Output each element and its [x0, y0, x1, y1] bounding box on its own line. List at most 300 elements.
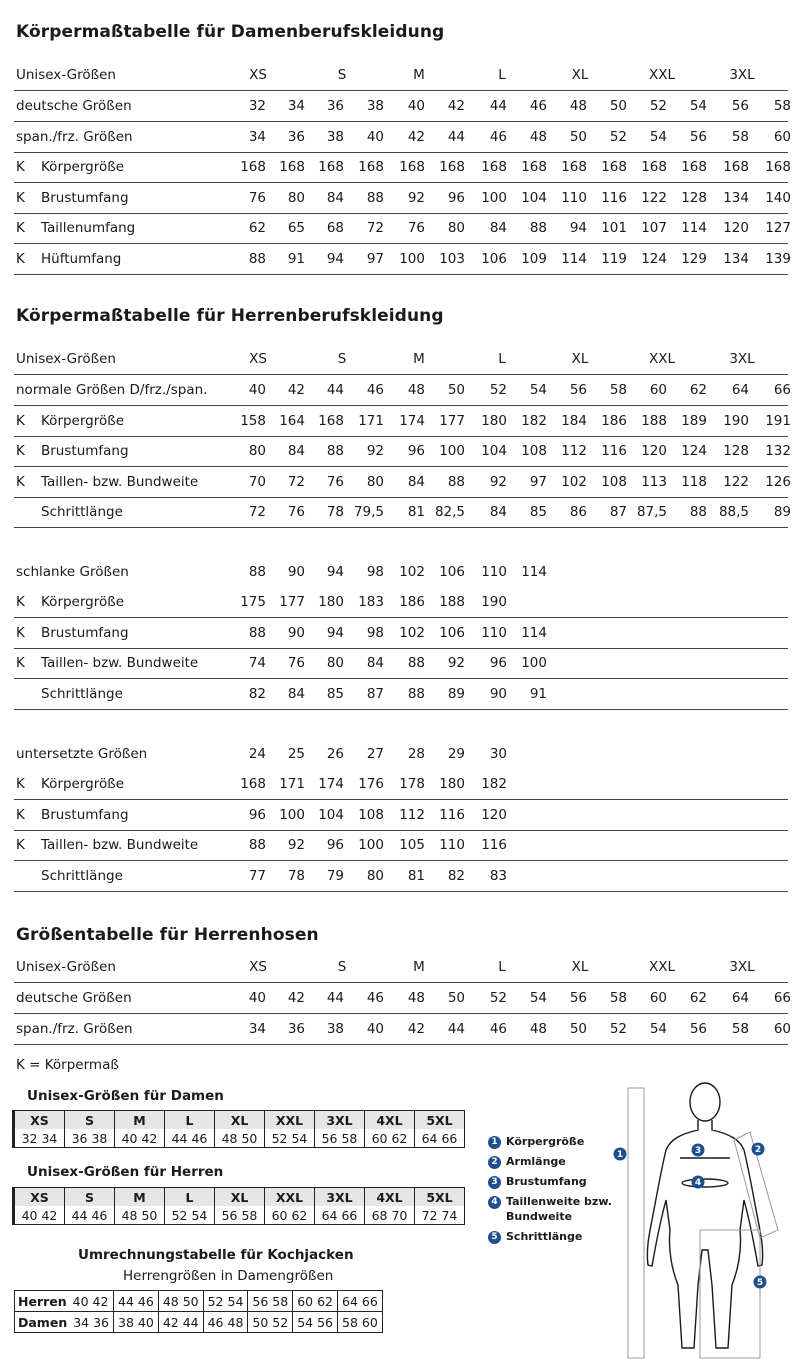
size-label: XL	[571, 67, 589, 83]
figure-body-outline	[647, 1120, 762, 1348]
table-cell: 56 58	[248, 1291, 293, 1312]
table-cell: 66	[773, 990, 791, 1006]
table-cell: 158	[240, 412, 266, 429]
table-cell: 178	[399, 776, 425, 793]
table-cell: 88	[248, 837, 266, 854]
table-cell: 94	[326, 624, 344, 641]
row-label: normale Größen D/frz./span.	[16, 382, 208, 398]
table-cell: 120	[641, 443, 667, 459]
table-cell: 46	[489, 1020, 507, 1037]
table-cell: 26	[326, 746, 344, 762]
table-cell: 56	[731, 98, 749, 114]
table-row	[14, 497, 791, 528]
size-label: XL	[571, 351, 589, 367]
table-cell: 108	[601, 473, 627, 490]
legend-item	[488, 1155, 566, 1169]
legend-item	[506, 1210, 572, 1223]
size-cell: 3XL	[315, 1188, 365, 1207]
body-measure-marker: K	[16, 806, 25, 823]
value-cell: 68 70	[365, 1206, 415, 1225]
table-cell: 100	[481, 189, 507, 206]
table-cell: 116	[439, 806, 465, 823]
table-row	[14, 467, 791, 498]
table-cell: 190	[723, 412, 749, 429]
table-cell: 60 62	[293, 1291, 338, 1312]
table-cell: 127	[765, 220, 791, 236]
table-cell: 177	[439, 412, 465, 429]
table-cell: 42 44	[158, 1312, 203, 1333]
table-cell: 183	[358, 594, 384, 611]
value-row	[14, 1206, 465, 1225]
size-cell: S	[65, 1111, 115, 1130]
table-cell: 64	[731, 990, 749, 1006]
value-cell: 56 58	[315, 1129, 365, 1148]
table-cell: 54	[529, 990, 547, 1006]
table-cell: 88,5	[718, 504, 749, 520]
size-header-row	[14, 60, 788, 91]
table-row	[14, 406, 791, 437]
conversion-row	[15, 1312, 383, 1333]
table-cell: 88	[407, 685, 425, 702]
table-cell: 36	[287, 128, 305, 145]
table-cell: 40	[248, 990, 266, 1006]
value-cell: 60 62	[265, 1206, 315, 1225]
table-cell: 96	[248, 806, 266, 823]
table-row	[14, 618, 788, 649]
table-cell: 168	[318, 159, 344, 175]
table-cell: 50	[609, 98, 627, 114]
size-cell: 5XL	[415, 1111, 465, 1130]
table-cell: 120	[723, 220, 749, 236]
table-cell: 60	[773, 1020, 791, 1037]
table-cell: 79,5	[353, 504, 384, 520]
legend-text: Schrittlänge	[506, 1230, 583, 1243]
table-cell: 90	[287, 624, 305, 641]
size-label: XL	[571, 959, 589, 975]
table-cell: 84	[407, 473, 425, 490]
row-label: Hüftumfang	[41, 250, 122, 267]
marker-1-label: 1	[616, 1150, 624, 1160]
table-cell: 76	[248, 189, 266, 206]
size-cell: XXL	[265, 1111, 315, 1130]
table-row	[14, 830, 788, 861]
table-cell: 101	[601, 220, 627, 236]
table-cell: 52 54	[203, 1291, 248, 1312]
table-cell: 30	[489, 746, 507, 762]
size-cell: XL	[215, 1111, 265, 1130]
table-cell: 168	[279, 159, 305, 175]
table-cell: 40	[366, 128, 384, 145]
table-cell: 44	[447, 128, 465, 145]
table-cell: 89	[447, 685, 465, 702]
size-label: M	[413, 351, 425, 367]
table-cell: 184	[561, 412, 587, 429]
table-cell: 54	[649, 1020, 667, 1037]
table-cell: 42	[407, 128, 425, 145]
table-cell: 87,5	[636, 504, 667, 520]
table-cell: 92	[287, 837, 305, 854]
size-cell: S	[65, 1188, 115, 1207]
table-cell: 54	[649, 128, 667, 145]
size-label: 3XL	[729, 351, 755, 367]
legend-number: 3	[488, 1176, 501, 1189]
table-cell: 38	[326, 128, 344, 145]
table-cell: 84	[489, 504, 507, 520]
table-cell: 76	[407, 220, 425, 236]
table-cell: 168	[318, 412, 344, 429]
table-row	[14, 183, 791, 214]
table-cell: 58	[609, 382, 627, 398]
table-cell: 164	[279, 412, 305, 429]
section-title: Größentabelle für Herrenhosen	[16, 925, 319, 945]
table-cell: 56	[569, 382, 587, 398]
table-cell: 42	[447, 98, 465, 114]
table-cell: 58	[731, 1020, 749, 1037]
table-cell: 87	[609, 504, 627, 520]
table-cell: 46	[366, 990, 384, 1006]
table-cell: 186	[601, 412, 627, 429]
legend-number: 1	[488, 1136, 501, 1149]
table-cell: 113	[641, 473, 667, 490]
table-cell: 44	[447, 1020, 465, 1037]
table-cell: 50 52	[248, 1312, 293, 1333]
value-cell: 44 46	[165, 1129, 215, 1148]
table-cell: 114	[521, 564, 547, 580]
size-label: L	[498, 67, 506, 83]
value-cell: 44 46	[65, 1206, 115, 1225]
size-label: XXL	[648, 351, 676, 367]
table-cell: 92	[489, 473, 507, 490]
table-cell: 96	[489, 655, 507, 672]
table-cell: 174	[399, 412, 425, 429]
table-cell: 104	[521, 189, 547, 206]
size-cell: 4XL	[365, 1188, 415, 1207]
table-cell: 34	[287, 98, 305, 114]
table-cell: 81	[407, 504, 425, 520]
size-header-label: Unisex-Größen	[16, 351, 116, 367]
table-row	[14, 861, 788, 892]
table-cell: 96	[407, 443, 425, 459]
table-cell: 88	[248, 564, 266, 580]
table-row	[14, 983, 791, 1014]
table-cell: 48	[529, 128, 547, 145]
row-label: schlanke Größen	[16, 564, 129, 580]
legend-text: Brustumfang	[506, 1175, 587, 1188]
size-label: M	[413, 959, 425, 975]
table-cell: 80	[248, 443, 266, 459]
row-label: deutsche Größen	[16, 98, 132, 114]
table-cell: 88	[366, 189, 384, 206]
legend-number: 2	[488, 1156, 501, 1169]
table-cell: 98	[366, 624, 384, 641]
size-label: L	[498, 959, 506, 975]
row-label: Schrittlänge	[41, 504, 123, 520]
table-cell: 84	[326, 189, 344, 206]
table-cell: 174	[318, 776, 344, 793]
size-label: S	[337, 959, 347, 975]
size-cell: M	[115, 1188, 165, 1207]
table-cell: 34	[248, 128, 266, 145]
marker-5-label: 5	[756, 1278, 764, 1288]
body-measure-marker: K	[16, 412, 25, 429]
table-cell: 46	[366, 382, 384, 398]
table-cell: 100	[399, 250, 425, 267]
table-cell: 84	[489, 220, 507, 236]
table-cell: 88	[689, 504, 707, 520]
table-cell: 189	[681, 412, 707, 429]
body-measure-marker: K	[16, 655, 25, 672]
value-row	[14, 1129, 465, 1148]
table-cell: 128	[723, 443, 749, 459]
row-label: Brustumfang	[41, 624, 129, 641]
table-cell: 177	[279, 594, 305, 611]
legend-number: 4	[488, 1196, 501, 1209]
table-cell: 128	[681, 189, 707, 206]
table-cell: 190	[481, 594, 507, 611]
table-cell: 56	[569, 990, 587, 1006]
figure-waist	[682, 1179, 728, 1187]
table-cell: 110	[481, 624, 507, 641]
table-cell: 88	[248, 624, 266, 641]
table-row	[14, 375, 791, 406]
row-label: Körpergröße	[41, 776, 125, 793]
marker-3-label: 3	[694, 1146, 702, 1156]
table-cell: 56	[689, 128, 707, 145]
value-cell: 40 42	[14, 1206, 65, 1225]
table-cell: 58	[773, 98, 791, 114]
value-cell: 48 50	[115, 1206, 165, 1225]
size-label: XS	[249, 67, 267, 83]
table-cell: 36	[326, 98, 344, 114]
table-cell: 64	[731, 382, 749, 398]
table-cell: 168	[358, 159, 384, 175]
table-row	[14, 648, 788, 679]
table-cell: 48	[407, 990, 425, 1006]
table-cell: 116	[601, 189, 627, 206]
row-label: Taillen- bzw. Bundweite	[41, 473, 199, 490]
table-cell: 44	[326, 990, 344, 1006]
value-cell: 60 62	[365, 1129, 415, 1148]
table-cell: 36	[287, 1020, 305, 1037]
legend-number: 5	[488, 1231, 501, 1244]
table-cell: 102	[561, 473, 587, 490]
table-cell: 134	[723, 189, 749, 206]
table-cell: 68	[326, 220, 344, 236]
row-label: Schrittlänge	[41, 867, 123, 884]
table-cell: 62	[689, 990, 707, 1006]
small-table-title: Unisex-Größen für Herren	[27, 1164, 224, 1180]
table-cell: 84	[287, 685, 305, 702]
table-cell: 124	[641, 250, 667, 267]
figure-head	[690, 1083, 720, 1121]
table-cell: 104	[318, 806, 344, 823]
table-cell: 38 40	[114, 1312, 159, 1333]
table-cell: 84	[287, 443, 305, 459]
table-cell: 114	[561, 250, 587, 267]
size-label: 3XL	[729, 959, 755, 975]
row-label: untersetzte Größen	[16, 746, 148, 762]
table-cell: 78	[287, 867, 305, 884]
table-cell: 24	[248, 746, 266, 762]
legend-item	[488, 1175, 587, 1189]
table-cell: 88	[447, 473, 465, 490]
table-cell: 94	[326, 250, 344, 267]
table-cell: 81	[407, 867, 425, 884]
table-cell: 186	[399, 594, 425, 611]
conversion-subtitle: Herrengrößen in Damengrößen	[123, 1268, 334, 1284]
legend-text: Körpergröße	[506, 1135, 585, 1148]
table-cell: 105	[399, 837, 425, 854]
height-guide	[628, 1088, 644, 1358]
legend-text: Armlänge	[506, 1155, 566, 1168]
table-cell: 80	[447, 220, 465, 236]
table-cell: 171	[358, 412, 384, 429]
inseam-guide	[700, 1230, 760, 1358]
conversion-row-label	[15, 1312, 114, 1333]
table-cell: 139	[765, 250, 791, 267]
table-cell: 84	[366, 655, 384, 672]
value-cell: 72 74	[415, 1206, 465, 1225]
table-cell: 107	[641, 220, 667, 236]
table-cell: 168	[481, 159, 507, 175]
table-cell: 100	[279, 806, 305, 823]
table-cell: 46	[489, 128, 507, 145]
size-cell: XS	[14, 1188, 65, 1207]
table-cell: 110	[561, 189, 587, 206]
value-cell: 32 34	[14, 1129, 65, 1148]
table-cell: 50	[569, 1020, 587, 1037]
size-label: M	[413, 67, 425, 83]
table-cell: 86	[569, 504, 587, 520]
table-cell: 126	[765, 473, 791, 490]
table-cell: 56	[689, 1020, 707, 1037]
size-header-row	[14, 952, 788, 983]
table-row	[14, 587, 788, 618]
conversion-table	[14, 1290, 383, 1333]
marker-2-label: 2	[754, 1145, 762, 1155]
table-cell: 91	[529, 685, 547, 702]
table-cell: 58	[609, 990, 627, 1006]
body-measure-marker: K	[16, 159, 25, 175]
table-row	[14, 436, 791, 467]
table-cell: 168	[681, 159, 707, 175]
table-cell: 88	[529, 220, 547, 236]
table-cell: 46 48	[203, 1312, 248, 1333]
table-cell: 114	[681, 220, 707, 236]
conversion-row-label	[15, 1291, 114, 1312]
table-cell: 40 42	[72, 1293, 109, 1309]
size-cell: 5XL	[415, 1188, 465, 1207]
body-measurement-figure	[600, 1080, 800, 1360]
table-cell: 92	[407, 189, 425, 206]
table-cell: 38	[366, 98, 384, 114]
table-cell: 48	[529, 1020, 547, 1037]
table-cell: 100	[521, 655, 547, 672]
table-cell: 110	[481, 564, 507, 580]
table-cell: 72	[287, 473, 305, 490]
row-label: Taillenumfang	[41, 220, 136, 236]
legend-item	[488, 1195, 612, 1209]
table-cell: 77	[248, 867, 266, 884]
table-cell: 116	[601, 443, 627, 459]
value-cell: 52 54	[165, 1206, 215, 1225]
body-measure-marker: K	[16, 473, 25, 490]
table-row	[14, 213, 791, 244]
table-cell: 87	[366, 685, 384, 702]
table-cell: 168	[439, 159, 465, 175]
table-cell: 40	[366, 1020, 384, 1037]
table-row	[14, 91, 791, 122]
row-label: span./frz. Größen	[16, 128, 133, 145]
size-label: S	[337, 351, 347, 367]
table-cell: 104	[481, 443, 507, 459]
table-cell: 132	[765, 443, 791, 459]
table-cell: 65	[287, 220, 305, 236]
table-row	[14, 679, 788, 710]
table-cell: 182	[521, 412, 547, 429]
table-cell: 50	[447, 990, 465, 1006]
table-cell: 176	[358, 776, 384, 793]
table-cell: 90	[287, 564, 305, 580]
body-measure-marker: K	[16, 624, 25, 641]
table-cell: 70	[248, 473, 266, 490]
table-cell: 114	[521, 624, 547, 641]
table-cell: 191	[765, 412, 791, 429]
table-cell: 50	[447, 382, 465, 398]
table-cell: 42	[287, 382, 305, 398]
table-cell: 97	[366, 250, 384, 267]
table-cell: 168	[723, 159, 749, 175]
table-cell: 106	[481, 250, 507, 267]
table-row	[14, 800, 788, 831]
table-cell: 52	[489, 990, 507, 1006]
table-cell: 106	[439, 564, 465, 580]
size-cell: L	[165, 1111, 215, 1130]
table-cell: 62	[248, 220, 266, 236]
section-title: Körpermaßtabelle für Herrenberufskleidung	[16, 306, 444, 326]
table-cell: 74	[248, 655, 266, 672]
value-cell: 36 38	[65, 1129, 115, 1148]
size-label: XS	[249, 351, 267, 367]
size-label: XXL	[648, 67, 676, 83]
table-cell: 80	[287, 189, 305, 206]
table-cell: 102	[399, 624, 425, 641]
table-cell: 52	[609, 1020, 627, 1037]
table-cell: 80	[366, 867, 384, 884]
table-cell: 116	[481, 837, 507, 854]
table-cell: 108	[358, 806, 384, 823]
row-label: Taillen- bzw. Bundweite	[41, 655, 199, 672]
body-measure-marker: K	[16, 189, 25, 206]
row-label: Körpergröße	[41, 159, 125, 175]
table-cell: 119	[601, 250, 627, 267]
size-cell: 3XL	[315, 1111, 365, 1130]
row-label: Brustumfang	[41, 443, 129, 459]
size-cell: XS	[14, 1111, 65, 1130]
table-cell: 60	[649, 990, 667, 1006]
table-cell: 109	[521, 250, 547, 267]
table-cell: 27	[366, 746, 384, 762]
table-cell: 100	[439, 443, 465, 459]
legend-item	[488, 1230, 582, 1244]
table-cell: 48	[407, 382, 425, 398]
table-cell: 72	[248, 504, 266, 520]
table-cell: 44	[326, 382, 344, 398]
table-cell: 168	[601, 159, 627, 175]
table-cell: 168	[641, 159, 667, 175]
table-cell: 122	[641, 189, 667, 206]
table-cell: 32	[248, 98, 266, 114]
